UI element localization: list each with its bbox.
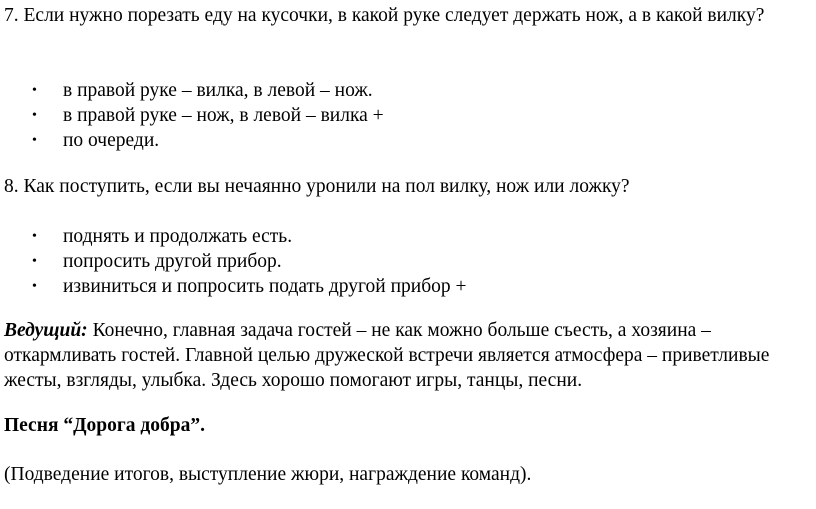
option-text: попросить другой прибор. (63, 251, 282, 272)
option-text: по очереди. (63, 130, 160, 151)
presenter-text: Конечно, главная задача гостей – не как можно больше съесть, а хозяина – откармливать гостей. Главной целью дружеской встречи является атмосфера – приветливые жесты, взгляды, улыбка. Здесь хорошо помогают игры, танцы, песни. (4, 320, 770, 391)
option-text: извиниться и попросить подать другой прибор + (63, 276, 467, 297)
list-item (0, 78, 384, 103)
question-7-text: 7. Если нужно порезать еду на кусочки, в какой руке следует держать нож, а в какой вилку? (4, 5, 765, 26)
bullet-icon: • (32, 254, 37, 269)
bullet-icon: • (32, 133, 37, 148)
summary-text: (Подведение итогов, выступление жюри, награждение команд). (4, 464, 532, 485)
option-text: в правой руке – нож, в левой – вилка + (63, 105, 384, 126)
option-text: в правой руке – вилка, в левой – нож. (63, 80, 373, 101)
question-8-options (0, 224, 467, 299)
question-7-options (0, 78, 384, 153)
bullet-icon: • (32, 229, 37, 244)
list-item (0, 103, 384, 128)
list-item (0, 274, 467, 299)
bullet-icon: • (32, 83, 37, 98)
bullet-icon: • (32, 108, 37, 123)
list-item (0, 249, 467, 274)
bullet-icon: • (32, 279, 37, 294)
speaker-label: Ведущий: (4, 320, 88, 341)
list-item (0, 224, 467, 249)
option-text: поднять и продолжать есть. (63, 226, 293, 247)
song-title: Песня “Дорога добра”. (4, 415, 205, 436)
list-item (0, 128, 384, 153)
question-8-text: 8. Как поступить, если вы нечаянно уронили на пол вилку, нож или ложку? (4, 176, 630, 197)
presenter-paragraph (4, 318, 794, 393)
